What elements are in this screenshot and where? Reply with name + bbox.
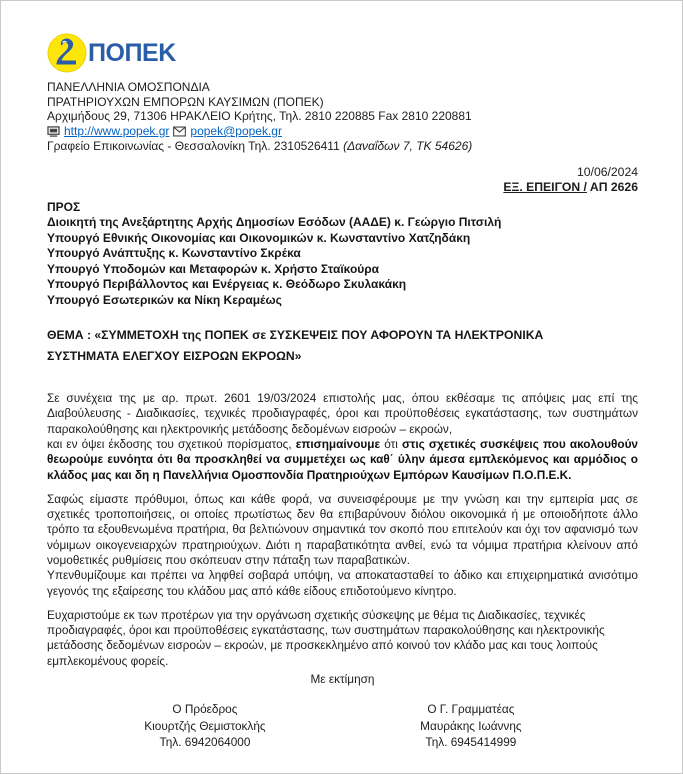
envelope-icon [173,126,186,137]
org-name-line2: ΠΡΑΤΗΡΙΟΥΧΩΝ ΕΜΠΟΡΩΝ ΚΑΥΣΙΜΩΝ (ΠΟΠΕΚ) [47,94,324,109]
popek-logo [47,31,638,75]
website-link[interactable]: http://www.popek.gr [64,124,170,139]
signature-title: Ο Γ. Γραμματέας [427,702,515,717]
letter-body [47,391,638,669]
date-block [47,165,638,196]
subject-line2: ΣΥΣΤΗΜΑΤΑ ΕΛΕΓΧΟΥ ΕΙΣΡΟΩΝ ΕΚΡΟΩΝ» [47,349,302,364]
office-text: Γραφείο Επικοινωνίας - Θεσσαλονίκη Τηλ. 2310526411 [47,138,340,153]
p1b-regular-pre: και εν όψει έκδοσης του σχετικού πορίσματος, [47,436,296,451]
email-link[interactable]: popek@popek.gr [190,124,282,139]
protocol-number: ΑΠ 2626 [586,180,638,195]
signature-phone: Τηλ. 6942064000 [159,735,251,750]
contact-links-line [47,124,638,139]
signature-title: Ο Πρόεδρος [172,702,238,717]
p1b-bold-2: στις σχετικές συσκέψεις που ακολουθούν θεωρούμε ευνόητα ότι θα προσκληθεί να συμμετέχει ως καθ΄ ύλην άμεσα εμπλεκόμενος και αρμόδιος ο κλάδος μας και δη η Πανελλήνια Ομοσπονδία Πρατηριούχων Εμπόρων Καυσίμων Π.Ο.Π.Ε.Κ. [47,436,638,482]
p1b-bold-1: επισημαίνουμε [295,436,381,451]
recipient-line: Υπουργό Υποδομών και Μεταφορών κ. Χρήστο Σταϊκούρα [47,261,380,276]
p1b-regular-mid: ότι [380,436,403,451]
logo-wordmark: ΠΟΠΕΚ [88,38,176,67]
org-address: Αρχιμήδους 29, 71306 ΗΡΑΚΛΕΙΟ Κρήτης, Τηλ. 2810 220885 Fax 2810 220881 [47,109,472,124]
body-paragraph-1b [47,437,638,483]
signatures-block [47,701,638,751]
letterhead [47,31,638,154]
body-paragraph-1: Σε συνέχεια της με αρ. πρωτ. 2601 19/03/2024 επιστολής μας, όπου εκθέσαμε τις απόψεις μας επί της Διαβούλευσης - Διαδικασίες, τεχνικές προδιαγραφές, όροι και προϋποθέσεις εγκατάστασης, των συστημάτων παρακολούθησης και ηλεκτρονικής μετάδοσης δεδομένων εισροών – εκροών, [47,391,638,436]
recipient-line: Υπουργό Εθνικής Οικονομίας και Οικονομικών κ. Κωνσταντίνο Χατζηδάκη [47,230,471,245]
body-paragraph-2: Σαφώς είμαστε πρόθυμοι, όπως και κάθε φορά, να συνεισφέρουμε με την γνώση και την εμπειρία μας σε σχετικές τροποποιήσεις, οι οποίες πρωτίστως δεν θα επιβαρύνουν διόλου οικονομικά ή με οποιοδήποτε άλλο τρόπο τα εξουθενωμένα πρατήρια, θα βελτιώνουν σημαντικά τον σκοπό που επιτελούν και όχι τον αφανισμό των νόμιμων οικογενειαρχών πρατηριούχων. Διότι η παραβατικότητα ανθεί, ενώ τα νόμιμα πρατήρια κλείνουν από νομοθετικές ρυθμίσεις που σκόπευαν στην πάταξη των παραβατικών. [47,491,638,567]
signature-secretary [341,701,601,751]
swan-logo-icon [47,33,87,73]
recipients-section [47,200,638,309]
computer-icon [47,126,60,137]
urgent-label: ΕΞ. ΕΠΕΙΓΟΝ / [503,180,587,195]
recipient-line: Υπουργό Ανάπτυξης κ. Κωνσταντίνο Σκρέκα [47,246,301,261]
signature-name: Μαυράκης Ιωάννης [420,718,522,733]
recipient-line: Υπουργό Εσωτερικών κα Νίκη Κεραμέως [47,292,282,307]
signature-phone: Τηλ. 6945414999 [425,735,517,750]
communication-office-line [47,139,638,154]
recipients-label: ΠΡΟΣ [47,199,81,214]
letter-date: 10/06/2024 [577,164,638,179]
signature-president [69,701,341,751]
org-name-line1: ΠΑΝΕΛΛΗΝΙΑ ΟΜΟΣΠΟΝΔΙΑ [47,80,210,94]
recipient-line: Υπουργό Περιβάλλοντος και Ενέργειας κ. Θεόδωρο Σκυλακάκη [47,277,407,292]
closing-salutation: Με εκτίμηση [310,672,375,687]
signature-name: Κιουρτζής Θεμιστοκλής [144,718,266,733]
office-address-paren: (Δαναΐδων 7, ΤΚ 54626) [343,138,473,153]
recipient-line: Διοικητή της Ανεξάρτητης Αρχής Δημοσίων Εσόδων (ΑΑΔΕ) κ. Γεώργιο Πιτσιλή [47,215,502,230]
body-paragraph-3: Υπενθυμίζουμε και πρέπει να ληφθεί σοβαρά υπόψη, να αποκατασταθεί το άδικο και επιχειρηματικά ανισότιμο γεγονός της εξαίρεσης του κλάδου μας από κάθε είδους επιδοτούμενο κίνητρο. [47,568,638,598]
subject-line1: ΘΕΜΑ : «ΣΥΜΜΕΤΟΧΗ της ΠΟΠΕΚ σε ΣΥΣΚΕΨΕΙΣ ΠΟΥ ΑΦΟΡΟΥΝ ΤΑ ΗΛΕΚΤΡΟΝΙΚΑ [47,328,544,343]
body-paragraph-4: Ευχαριστούμε εκ των προτέρων για την οργάνωση σχετικής σύσκεψης με θέμα τις Διαδικασίες, τεχνικές προδιαγραφές, όροι και προϋποθέσεις εγκατάστασης, των συστημάτων παρακολούθησης και ηλεκτρονικής μετάδοσης δεδομένων εισροών – εκροών, με προσκεκλημένο από κοινού τον κλάδο μας και τους λοιπούς εμπλεκομένους φορείς. [47,607,605,668]
urgency-line [47,180,638,196]
subject-section [47,325,638,367]
